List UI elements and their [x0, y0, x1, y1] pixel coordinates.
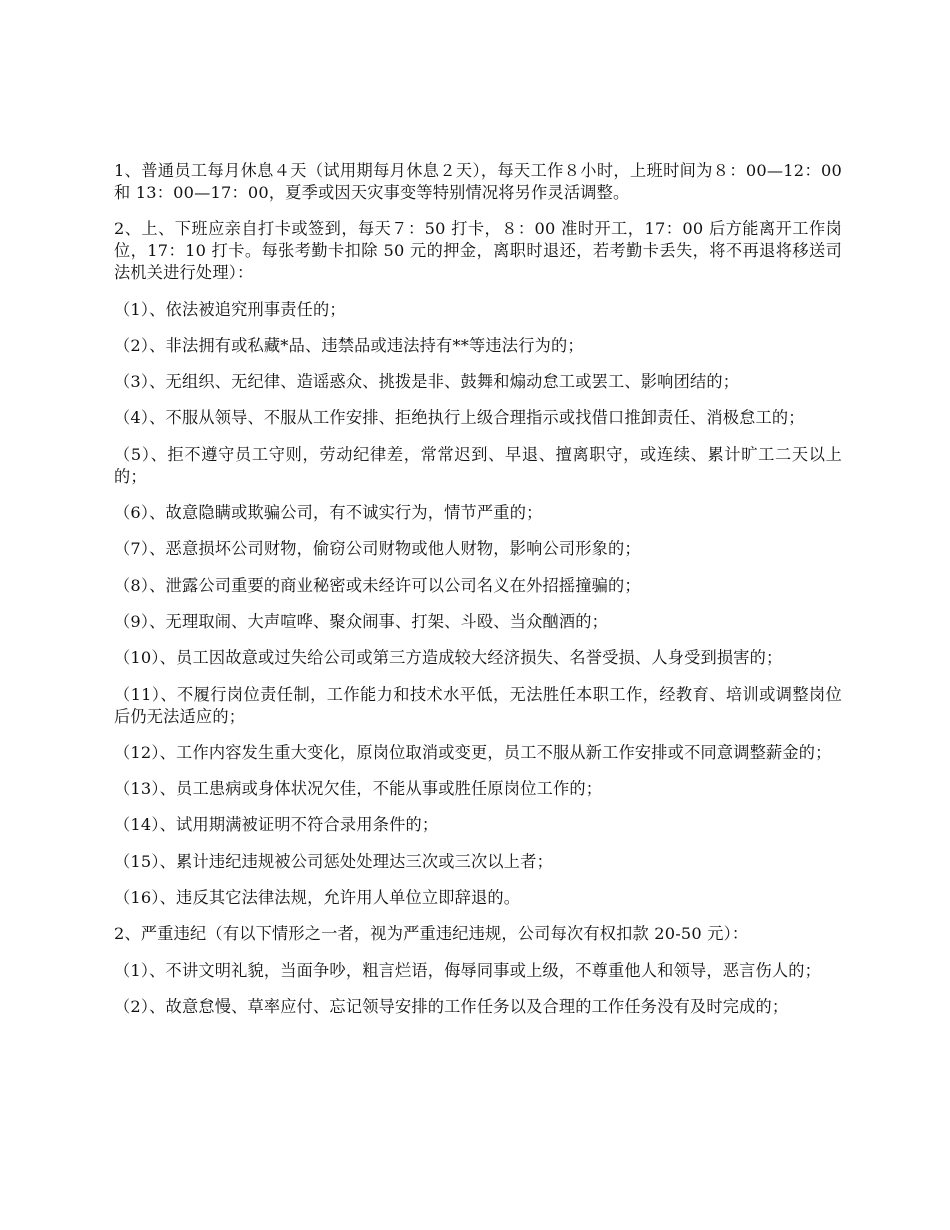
- list-item-15: （15）、累计违纪违规被公司惩处处理达三次或三次以上者；: [114, 851, 553, 871]
- list-item-11: （11）、不履行岗位责任制，工作能力和技术水平低，无法胜任本职工作，经教育、培训或调整岗位后仍无法适应的；: [114, 684, 842, 726]
- list-item-12: （12）、工作内容发生重大变化，原岗位取消或变更，员工不服从新工作安排或不同意调整薪金的；: [114, 742, 832, 762]
- list-item-16: （16）、违反其它法律法规，允许用人单位立即辞退的。: [114, 888, 521, 908]
- list-item-7: （7）、恶意损坏公司财物，偷窃公司财物或他人财物，影响公司形象的；: [114, 539, 641, 559]
- section-heading-serious-violation: 2、严重违纪（有以下情形之一者，视为严重违纪违规，公司每次有权扣款 20-50 元）：: [114, 924, 749, 944]
- violation-item-1: （1）、不讲文明礼貌，当面争吵，粗言烂语，侮辱同事或上级，不尊重他人和领导，恶言伤人的；: [114, 960, 822, 980]
- list-item-13: （13）、员工患病或身体状况欠佳，不能从事或胜任原岗位工作的；: [114, 779, 603, 799]
- list-item-4: （4）、不服从领导、不服从工作安排、拒绝执行上级合理指示或找借口推卸责任、消极怠工的；: [114, 408, 805, 428]
- list-item-14: （14）、试用期满被证明不符合录用条件的；: [114, 815, 439, 835]
- list-item-2: （2）、非法拥有或私藏*品、违禁品或违法持有**等违法行为的；: [114, 335, 584, 355]
- list-item-1: （1）、依法被追究刑事责任的；: [114, 299, 346, 319]
- list-item-8: （8）、泄露公司重要的商业秘密或未经许可以公司名义在外招摇撞骗的；: [114, 575, 641, 595]
- document-body: [114, 160, 842, 1032]
- list-item-10: （10）、员工因故意或过失给公司或第三方造成较大经济损失、名誉受损、人身受到损害的；: [114, 648, 783, 668]
- list-item-5: （5）、拒不遵守员工守则，劳动纪律差，常常迟到、早退、擅离职守，或连续、累计旷工二天以上的；: [114, 444, 842, 486]
- list-item-6: （6）、故意隐瞒或欺骗公司，有不诚实行为，情节严重的；: [114, 503, 543, 523]
- list-item-3: （3）、无组织、无纪律、造谣惑众、挑拨是非、鼓舞和煽动怠工或罢工、影响团结的；: [114, 372, 740, 392]
- paragraph-1: 1、普通员工每月休息４天（试用期每月休息２天），每天工作８小时，上班时间为８：00—12：00 和 13：00—17：00，夏季或因天灾事变等特别情况将另作灵活调整。: [114, 161, 842, 202]
- violation-item-2: （2）、故意怠慢、草率应付、忘记领导安排的工作任务以及合理的工作任务没有及时完成的；: [114, 996, 789, 1016]
- paragraph-2: 2、上、下班应亲自打卡或签到，每天７：50 打卡，８：00 准时开工，17：00 后方能离开工作岗位，17：10 打卡。每张考勤卡扣除 50 元的押金，离职时退还，若考勤卡丢失，将不再退将移送司法机关进行处理）：: [114, 219, 842, 283]
- list-item-9: （9）、无理取闹、大声喧哗、聚众闹事、打架、斗殴、当众酗酒的；: [114, 611, 609, 631]
